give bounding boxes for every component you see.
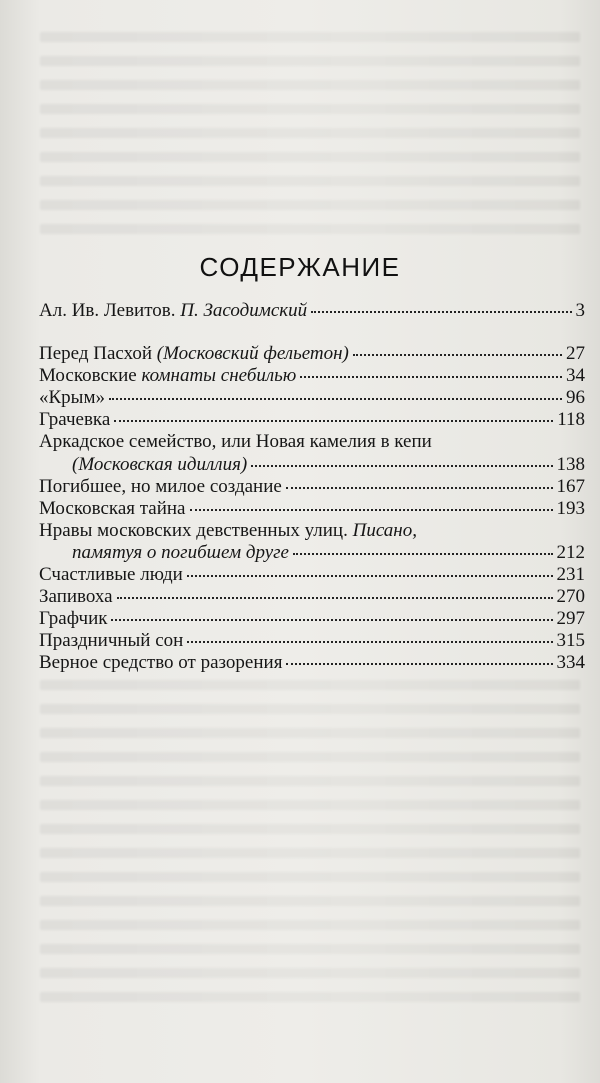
bleed-through-line (40, 968, 580, 978)
page-number: 334 (556, 652, 585, 674)
toc-entry (39, 454, 585, 476)
toc-entry (39, 630, 585, 652)
toc-entry (39, 387, 585, 409)
entry-title: Московская тайна (39, 497, 186, 519)
bleed-through-line (40, 800, 580, 810)
dot-leader (353, 354, 562, 356)
entry-title: Запивоха (39, 586, 113, 608)
entry-subtitle-continued: памятуя о погибшем друге (72, 541, 289, 563)
bleed-through-line (40, 776, 580, 786)
bleed-through-line (40, 704, 580, 714)
bleed-through-line (40, 104, 580, 114)
bleed-through-line (40, 944, 580, 954)
page-number: 34 (566, 365, 585, 387)
bleed-through-line (40, 32, 580, 42)
page-number: 138 (556, 453, 585, 475)
toc-entry (39, 343, 585, 365)
bleed-through-line (40, 680, 580, 690)
entry-title: Аркадское семейство, или Новая камелия в кепи (39, 431, 432, 453)
entry-subtitle: Писано, (352, 519, 417, 541)
dot-leader (111, 619, 552, 621)
entry-title: Верное средство от разорения (39, 652, 283, 674)
bleed-through-line (40, 128, 580, 138)
table-of-contents (39, 300, 585, 675)
dot-leader (187, 641, 552, 643)
toc-entry (39, 498, 585, 520)
toc-entry (39, 542, 585, 564)
bleed-through-line (40, 920, 580, 930)
bleed-through-line (40, 80, 580, 90)
entry-subtitle: комнаты снебилью (141, 365, 297, 387)
entry-title: Ал. Ив. Левитов. (39, 300, 176, 321)
dot-leader (311, 311, 571, 313)
bleed-through-line (40, 200, 580, 210)
bleed-through-line (40, 224, 580, 234)
page-number: 270 (556, 586, 585, 608)
toc-entry (39, 409, 585, 431)
page-number: 96 (566, 387, 585, 409)
dot-leader (190, 509, 553, 511)
dot-leader (251, 465, 552, 467)
entry-title: Московские (39, 365, 137, 387)
entry-title: Погибшее, но милое создание (39, 475, 282, 497)
toc-entry (39, 300, 585, 322)
entry-subtitle: (Московский фельетон) (156, 343, 349, 365)
page-number: 27 (566, 343, 585, 365)
bleed-through-line (40, 752, 580, 762)
entry-title: Нравы московских девственных улиц. (39, 519, 348, 541)
bleed-through-line (40, 992, 580, 1002)
dot-leader (286, 663, 552, 665)
toc-entry (39, 586, 585, 608)
dot-leader (109, 398, 562, 400)
toc-entry (39, 652, 585, 674)
page-number: 3 (575, 300, 585, 321)
page-number: 315 (556, 630, 585, 652)
entry-title: Графчик (39, 608, 108, 630)
page-number: 297 (556, 608, 585, 630)
dot-leader (293, 553, 553, 555)
toc-entry (39, 476, 585, 498)
bleed-through-line (40, 152, 580, 162)
entry-title: Счастливые люди (39, 564, 183, 586)
toc-entry (39, 365, 585, 387)
dot-leader (300, 376, 562, 378)
bleed-through-line (40, 728, 580, 738)
bleed-through-line (40, 56, 580, 66)
toc-entry (39, 564, 585, 586)
bleed-through-line (40, 848, 580, 858)
dot-leader (187, 575, 553, 577)
entry-title: Грачевка (39, 409, 111, 431)
page-title: СОДЕРЖАНИЕ (199, 252, 401, 282)
page-number: 167 (556, 475, 585, 497)
dot-leader (114, 420, 553, 422)
dot-leader (117, 597, 553, 599)
dot-leader (286, 487, 553, 489)
entry-subtitle: П. Засодимский (180, 300, 308, 321)
entry-title: Праздничный сон (39, 630, 184, 652)
page-number: 193 (556, 497, 585, 519)
bleed-through-line (40, 176, 580, 186)
entry-title: Перед Пасхой (39, 343, 153, 365)
toc-entry-first-line (39, 520, 585, 542)
bleed-through-line (40, 872, 580, 882)
bleed-through-line (40, 896, 580, 906)
page-number: 118 (557, 409, 585, 431)
bleed-through-line (40, 824, 580, 834)
entry-title: «Крым» (39, 387, 105, 409)
toc-entry (39, 608, 585, 630)
page-number: 212 (556, 541, 585, 563)
entry-subtitle: (Московская идиллия) (72, 453, 248, 475)
page-number: 231 (556, 564, 585, 586)
